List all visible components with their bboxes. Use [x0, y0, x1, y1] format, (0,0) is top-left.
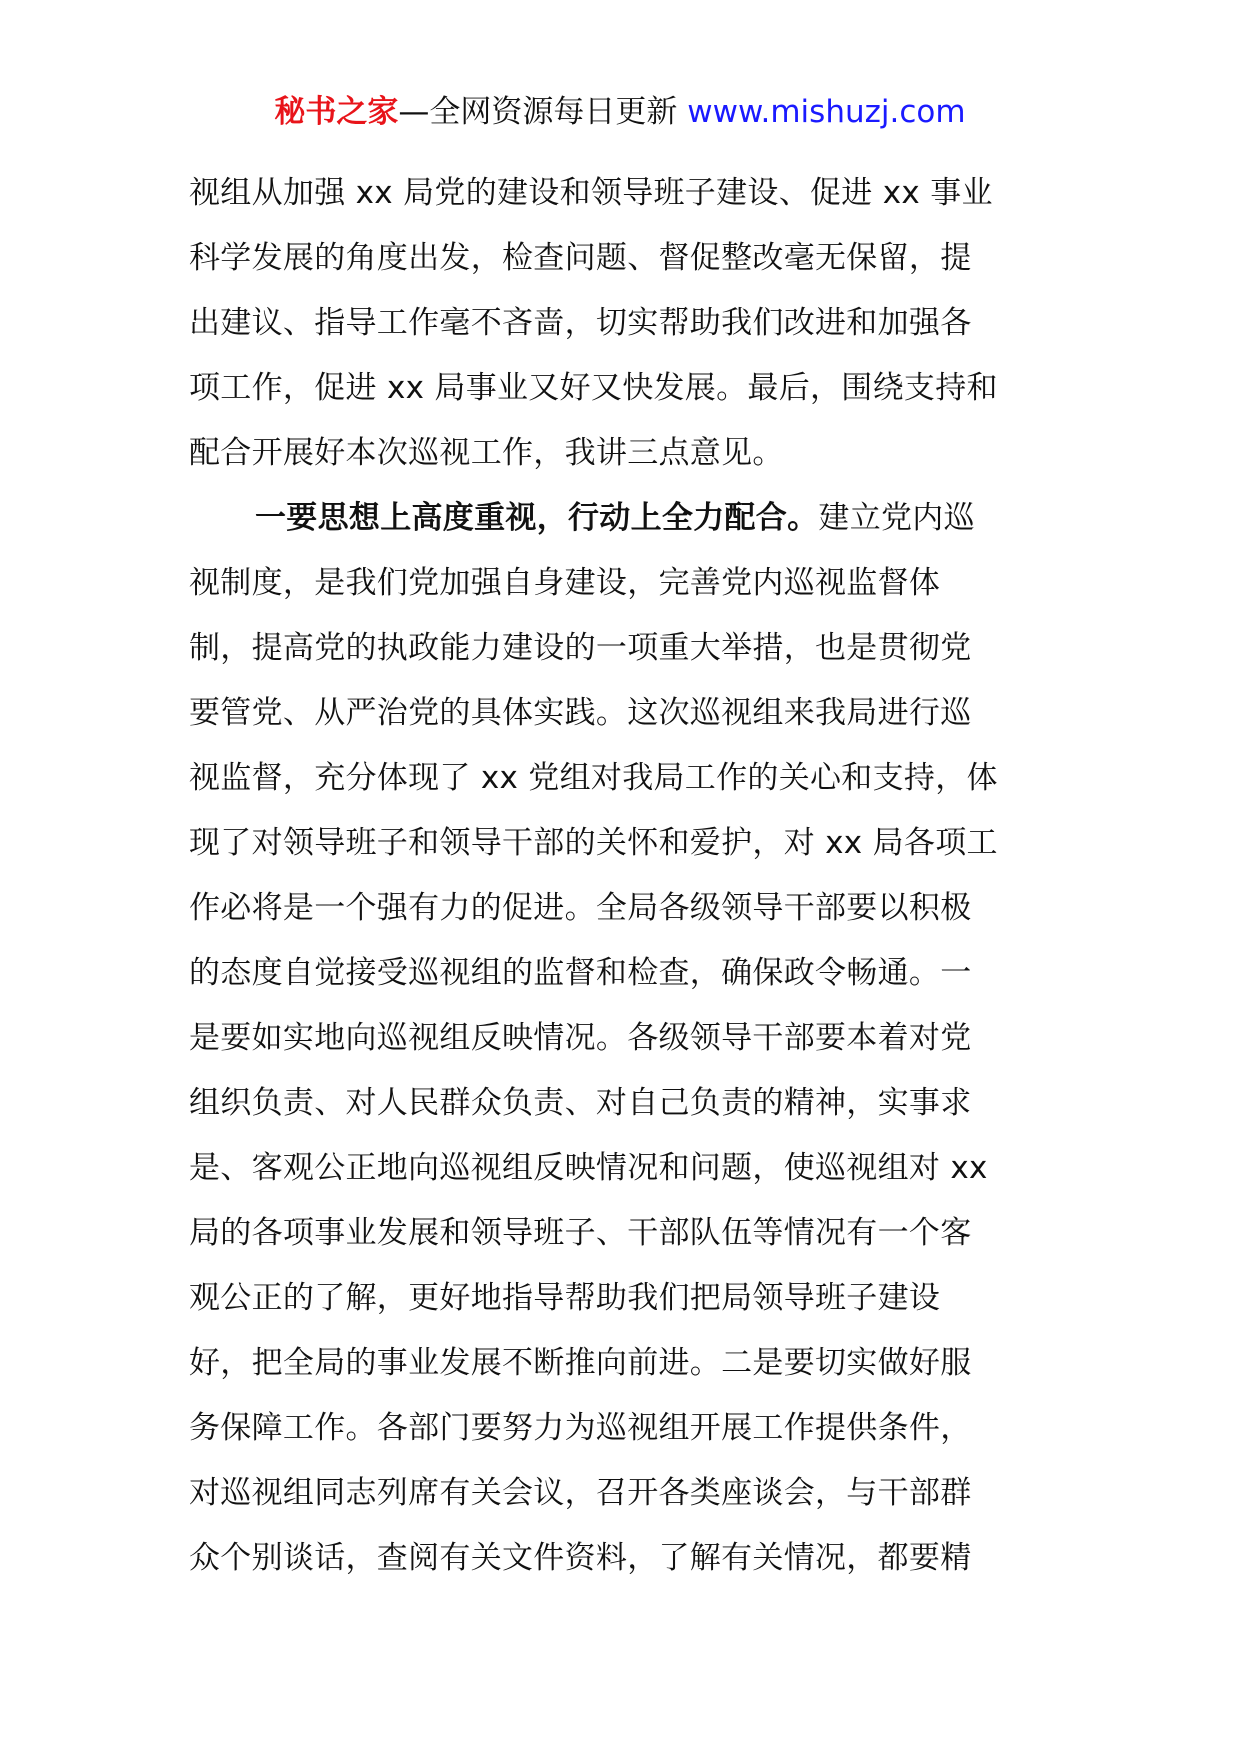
text-line: 是要如实地向巡视组反映情况。各级领导干部要本着对党: [189, 1020, 972, 1056]
paragraph-continued: [189, 161, 1049, 486]
site-header: [0, 92, 1240, 132]
text-line: 配合开展好本次巡视工作，我讲三点意见。: [189, 435, 784, 471]
text-line: 的态度自觉接受巡视组的监督和检查，确保政令畅通。一: [189, 955, 972, 991]
brand-name: 秘书之家: [274, 94, 399, 130]
text-line: 众个别谈话，查阅有关文件资料，了解有关情况，都要精: [189, 1540, 972, 1576]
text-line: 科学发展的角度出发，检查问题、督促整改毫无保留，提: [189, 240, 972, 276]
text-line: 视监督，充分体现了 xx 党组对我局工作的关心和支持，体: [189, 760, 998, 796]
text-fragment: 建立党内巡: [818, 500, 975, 536]
text-line: 视制度，是我们党加强自身建设，完善党内巡视监督体: [189, 565, 941, 601]
text-line: 制，提高党的执政能力建设的一项重大举措，也是贯彻党: [189, 630, 972, 666]
text-line: 务保障工作。各部门要努力为巡视组开展工作提供条件，: [189, 1410, 972, 1446]
text-line: 组织负责、对人民群众负责、对自己负责的精神，实事求: [189, 1085, 972, 1121]
section-heading: 一要思想上高度重视，行动上全力配合。: [255, 500, 819, 536]
text-line: 局的各项事业发展和领导班子、干部队伍等情况有一个客: [189, 1215, 972, 1251]
text-line: 好，把全局的事业发展不断推向前进。二是要切实做好服: [189, 1345, 972, 1381]
header-tagline: —全网资源每日更新: [398, 94, 688, 130]
paragraph-point-one: [189, 486, 1049, 1591]
website-link[interactable]: www.mishuzj.com: [687, 94, 966, 130]
document-body: [189, 161, 1049, 1591]
text-line: 视组从加强 xx 局党的建设和领导班子建设、促进 xx 事业: [189, 175, 993, 211]
text-line: 要管党、从严治党的具体实践。这次巡视组来我局进行巡: [189, 695, 972, 731]
text-line: 对巡视组同志列席有关会议，召开各类座谈会，与干部群: [189, 1475, 972, 1511]
text-line: 观公正的了解，更好地指导帮助我们把局领导班子建设: [189, 1280, 941, 1316]
text-line: 现了对领导班子和领导干部的关怀和爱护，对 xx 局各项工: [189, 825, 998, 861]
text-line: 项工作，促进 xx 局事业又好又快发展。最后，围绕支持和: [189, 370, 998, 406]
text-line-first: [189, 486, 1049, 551]
text-line: 是、客观公正地向巡视组反映情况和问题，使巡视组对 xx: [189, 1150, 988, 1186]
text-line: 作必将是一个强有力的促进。全局各级领导干部要以积极: [189, 890, 972, 926]
text-line: 出建议、指导工作毫不吝啬，切实帮助我们改进和加强各: [189, 305, 972, 341]
